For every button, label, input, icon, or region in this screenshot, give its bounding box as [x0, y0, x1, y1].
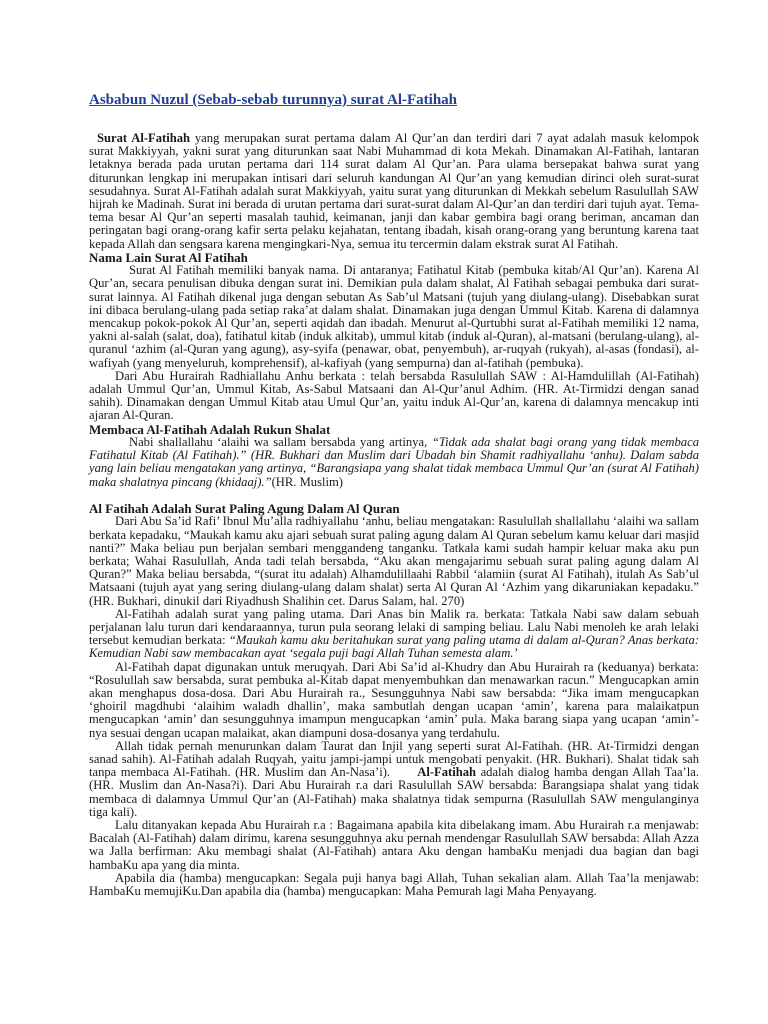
intro-paragraph	[89, 132, 699, 251]
intro-text: yang merupakan surat pertama dalam Al Qur’an dan terdiri dari 7 ayat adalah masuk kelompok surat Makkiyyah, yakni surat yang diturunkan saat Nabi Muhammad di kota Mekah. Dinamakan Al-Fatihah, lantaran letaknya berada pada urutan pertama dari 114 surat dalam Al Qur’an. Para ulama bersepakat bahwa surat yang diturunkan lengkap ini merupakan intisari dari seluruh kandungan Al Qur’an yang kemudian dirinci oleh surat-surat sesudahnya. Surat Al-Fatihah adalah surat Makkiyyah, yaitu surat yang diturunkan di Mekkah sebelum Rasulullah SAW hijrah ke Madinah. Surat ini berada di urutan pertama dari surat-surat dalam Al-Qur’an dan terdiri dari tujuh ayat. Tema-tema besar Al Qur’an seperti masalah tauhid, keimanan, janji dan kabar gembira bagi orang beriman, ancaman dan peringatan bagi orang-orang kafir serta pelaku kejahatan, tentang ibadah, kisah orang-orang yang beruntung karena taat kepada Allah dan sengsara karena mengingkari-Nya, semua itu tercermin dalam ekstrak surat Al Fatihah.	[89, 131, 699, 251]
document-page	[89, 91, 699, 898]
intro-lead: Surat Al-Fatihah	[97, 131, 191, 145]
rukun-plain: Nabi shallallahu ‘alaihi wa sallam bersabda yang artinya,	[129, 435, 432, 450]
agung-paragraph-3: Al-Fatihah dapat digunakan untuk meruqyah. Dari Abi Sa’id al-Khudry dan Abu Hurairah ra (keduanya) berkata: “Rosulullah saw bersabda, surat pembuka al-Kitab dapat menyembuhkan dan menawarkan racun.” Mengucapkan amin akan menghapus dosa-dosa. Dari Abu Hurairah ra., Sesungguhnya Nabi saw bersabda: “Jika imam mengucapkan ‘ghoiril magdhubi ‘alaihim waladh dhallin’, maka sambutlah dengan ucapan ‘amin’, karena para malaikatpun mengucapkan ‘amin’ dan sesungguhnya imampun mengucapkan ‘amin’ pula. Maka barang siapa yang ucapan ‘amin’-nya sesuai dengan ucapan malaikat, akan diampuni dosa-dosanya yang terdahulu.	[89, 659, 699, 740]
rukun-paragraph	[89, 436, 699, 489]
nama-lain-paragraph-2: Dari Abu Hurairah Radhiallahu Anhu berkata : telah bersabda Rasulullah SAW : Al-Hamdulillah (Al-Fatihah) adalah Ummul Qur’an, Ummul Kitab, As-Sabul Matsaani dan Al-Qur’anul Adhim. (HR. At-Tirmidzi dengan sanad sahih). Dinamakan dengan Ummul Kitab atau Umul Qur’an, yaitu induk Al-Qur’an, karena di dalamnya mencakup inti ajaran Al-Quran.	[89, 368, 699, 423]
section-spacer	[89, 489, 699, 502]
agung-paragraph-5: Lalu ditanyakan kepada Abu Hurairah r.a : Bagaimana apabila kita dibelakang imam. Abu Hurairah r.a menjawab: Bacalah (Al-Fatihah) dalam dirimu, karena sesungguhnya aku pernah mendengar Rasulullah SAW bersabda: Allah Azza wa Jalla berfirman: Aku membagi shalat (Al-Fatihah) antara Aku dengan hambaKu menjadi dua bagian dan bagi hambaKu apa yang dia minta.	[89, 817, 699, 872]
nama-lain-paragraph-1: Surat Al Fatihah memiliki banyak nama. Di antaranya; Fatihatul Kitab (pembuka kitab/Al Qur’an). Karena Al Qur’an, secara penulisan dibuka dengan surat ini. Demikian pula dalam shalat, Al Fatihah sebagai pembuka dari surat-surat lainnya. Al Fatihah dikenal juga dengan sebutan As Sab’ul Matsani (tujuh yang diulang-ulang). Disebabkan surat ini dibaca berulang-ulang pada setiap raka’at dalam shalat. Dinamakan juga dengan Ummul Kitab. Karena di dalamnya mencakup pokok-pokok Al Qur’an, seperti aqidah dan ibadah. Menurut al-Qurtubhi surat al-Fatihah memiliki 12 nama, yakni al-salah (salat, doa), fatihatul kitab (induk alkitab), ummul kitab (induk al-Quran), al-matsani (berulang-ulang), al-quranul ‘azhim (al-Quran yang agung), asy-syifa (penawar, obat, penyembuh), ar-ruqyah (rukyah), al-asas (fondasi), al-wafiyah (yang menyeluruh, komprehensif), al-kafiyah (yang sempurna) dan al-fatihah (pembuka).	[89, 263, 699, 370]
rukun-source: (HR. Muslim)	[271, 474, 343, 489]
rukun-hadith-quote: “Tidak ada shalat bagi orang yang tidak membaca Fatihatul Kitab (Al Fatihah).” (HR. Bukhari dan Muslim dari Ubadah bin Shamit radhiyallahu ‘anhu). Dalam sabda yang lain beliau mengatakan yang artinya, “Barangsiapa yang shalat tidak membaca Ummul Qur’an (surat Al Fatihah) maka shalatnya pincang (khidaaj).”	[89, 435, 699, 489]
agung-paragraph-4	[89, 740, 699, 819]
document-title[interactable]: Asbabun Nuzul (Sebab-sebab turunnya) surat Al-Fatihah	[89, 92, 458, 108]
agung-p2-quote: “Maukah kamu aku beritahukan surat yang paling utama di dalam al-Quran? Anas berkata: Kemudian Nabi saw membacakan ayat ‘segala puji bagi Allah Tuhan semesta alam.’	[89, 633, 699, 661]
agung-paragraph-1: Dari Abu Sa’id Rafi’ Ibnul Mu’alla radhiyallahu ‘anhu, beliau mengatakan: Rasulullah shallallahu ‘alaihi wa sallam berkata kepadaku, “Maukah kamu aku ajari sebuah surat paling agung dalam Al Quran sebelum kamu keluar dari masjid nanti?” Maka beliau pun berjalan sembari menggandeng tanganku. Tatkala kami sudah hampir keluar maka aku pun berkata; Wahai Rasulullah, Anda tadi telah bersabda, “Aku akan mengajarimu sebuah surat paling agung dalam Al Quran?” Maka beliau bersabda, “(surat itu adalah) Alhamdulillaahi Rabbil ‘alamiin (surat Al Fatihah), itulah As Sab’ul Matsaani (tujuh ayat yang sering diulang-ulang dalam shalat) serta Al Quran Al ‘Azhim yang dikaruniakan kepadaku.” (HR. Bukhari, dinukil dari Riyadhush Shalihin cet. Darus Salam, hal. 270)	[89, 514, 699, 608]
heading-rukun-shalat: Membaca Al-Fatihah Adalah Rukun Shalat	[89, 421, 331, 437]
heading-nama-lain: Nama Lain Surat Al Fatihah	[89, 249, 248, 265]
agung-paragraph-6: Apabila dia (hamba) mengucapkan: Segala puji hanya bagi Allah, Tuhan sekalian alam. Allah Taa’la menjawab: HambaKu memujiKu.Dan apabila dia (hamba) mengucapkan: Maha Pemurah lagi Maha Penyayang.	[89, 870, 699, 898]
heading-paling-agung: Al Fatihah Adalah Surat Paling Agung Dalam Al Quran	[89, 500, 400, 516]
agung-p2-plain: Al-Fatihah adalah surat yang paling utama. Dari Anas bin Malik ra. berkata: Tatkala Nabi saw dalam sebuah perjalanan lalu turun dari kendaraannya, turun pula seorang lelaki di samping beliau. Lalu Nabi menoleh ke arah lelaki tersebut kemudian berkata:	[89, 606, 699, 648]
agung-p4-a: Allah tidak pernah menurunkan dalam Taurat dan Injil yang seperti surat Al-Fatihah. (HR. At-Tirmidzi dengan sanad sahih). Al-Fatihah adalah Ruqyah, yaitu jampi-jampi untuk mengobati penyakit. (HR. Bukhari). Shalat tidak sah tanpa membaca Al-Fatihah. (HR. Muslim dan An-Nasa’i).	[89, 738, 699, 780]
agung-p4-b: adalah dialog hamba dengan Allah Taa’la. (HR. Muslim dan An-Nasa?i). Dari Abu Hurairah r.a dari Rasulullah SAW bersabda: Barangsiapa shalat yang tidak membaca di dalamnya Ummul Qur’an (Al-Fatihah) maka shalatnya tidak sempurna (Rasulullah SAW mengulanginya tiga kali).	[89, 765, 699, 819]
agung-paragraph-2	[89, 608, 699, 661]
agung-p4-bold: Al-Fatihah	[417, 765, 477, 780]
